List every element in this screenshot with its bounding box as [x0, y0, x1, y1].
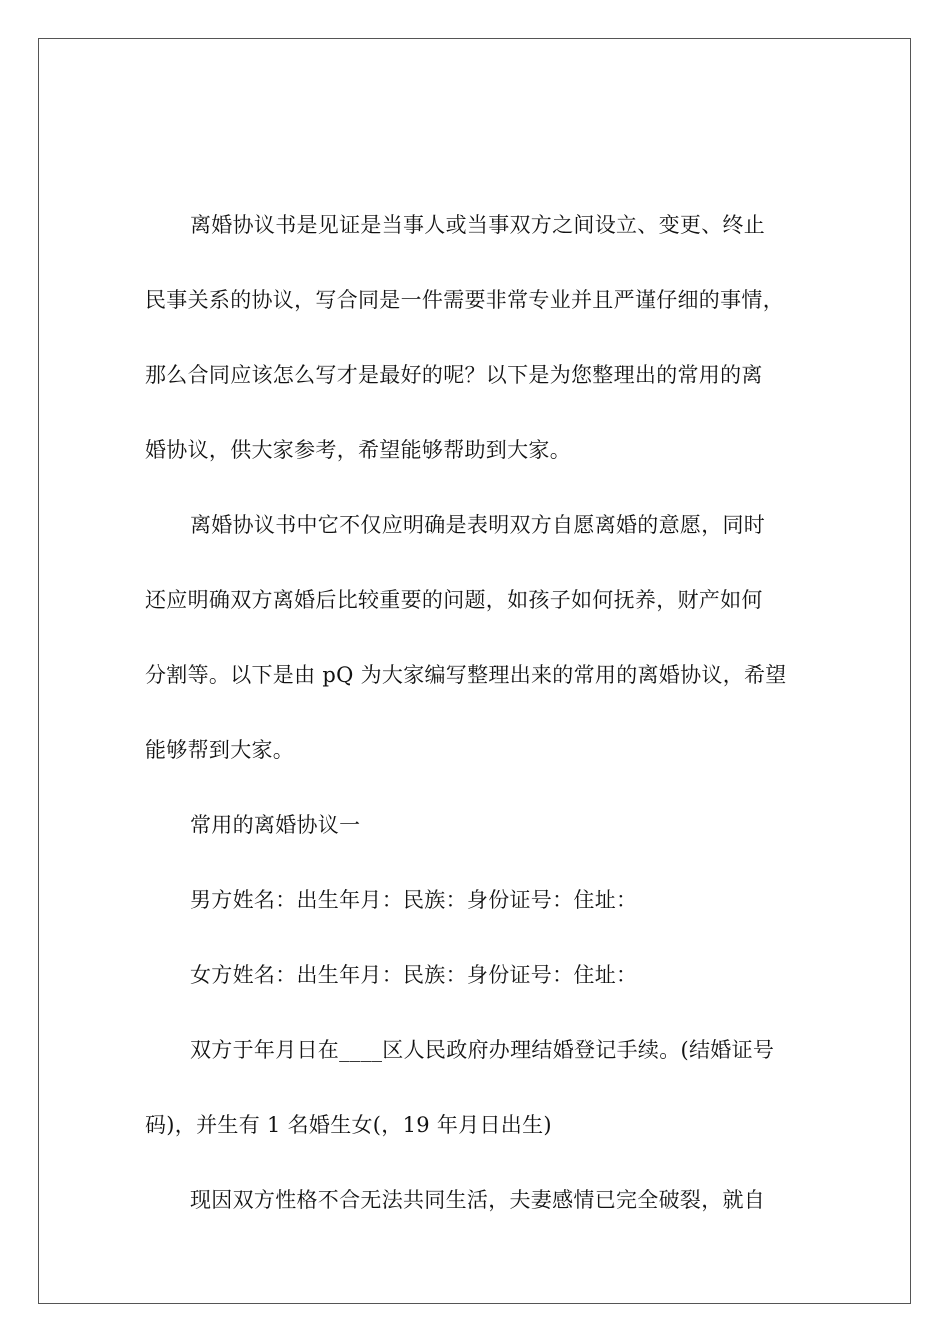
section-heading: 常用的离婚协议一	[190, 813, 361, 837]
paragraph-2-line-1: 离婚协议书中它不仅应明确是表明双方自愿离婚的意愿，同时	[190, 513, 766, 537]
male-party-info-line: 男方姓名：出生年月：民族：身份证号：住址：	[190, 888, 638, 912]
paragraph-2-line-2: 还应明确双方离婚后比较重要的问题，如孩子如何抚养，财产如何	[145, 588, 763, 612]
marriage-registration-line-2: 码)，并生有 1 名婚生女(，19 年月日出生)	[145, 1113, 552, 1137]
paragraph-1-line-1: 离婚协议书是见证是当事人或当事双方之间设立、变更、终止	[190, 213, 766, 237]
paragraph-1-line-2: 民事关系的协议，写合同是一件需要非常专业并且严谨仔细的事情，	[145, 288, 784, 312]
paragraph-1-line-4: 婚协议，供大家参考，希望能够帮助到大家。	[145, 438, 571, 462]
female-party-info-line: 女方姓名：出生年月：民族：身份证号：住址：	[190, 963, 638, 987]
marriage-registration-line-1: 双方于年月日在____区人民政府办理结婚登记手续。(结婚证号	[190, 1038, 775, 1062]
paragraph-2-line-3: 分割等。以下是由 pQ 为大家编写整理出来的常用的离婚协议，希望	[145, 663, 787, 687]
divorce-reason-line: 现因双方性格不合无法共同生活，夫妻感情已完全破裂，就自	[190, 1188, 766, 1212]
paragraph-2-line-4: 能够帮到大家。	[145, 738, 295, 762]
paragraph-1-line-3: 那么合同应该怎么写才是最好的呢？以下是为您整理出的常用的离	[145, 363, 763, 387]
